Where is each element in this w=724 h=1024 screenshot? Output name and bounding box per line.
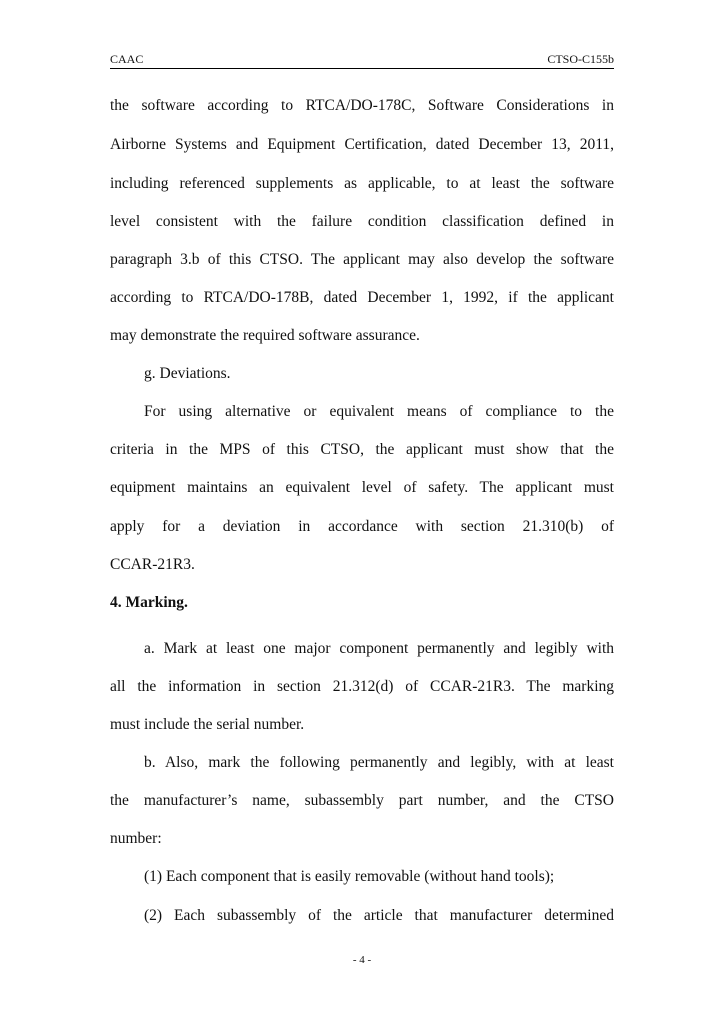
body-line: including referenced supplements as applicable, to at least the software [110,175,614,192]
body-line: number: [110,830,162,847]
page-header [110,52,614,69]
body-line: apply for a deviation in accordance with section 21.310(b) of [110,518,614,535]
body-line: paragraph 3.b of this CTSO. The applicant may also develop the software [110,251,614,268]
body-line: CCAR-21R3. [110,556,195,573]
body-line: a. Mark at least one major component permanently and legibly with [144,640,614,657]
body-line: according to RTCA/DO-178B, dated December 1, 1992, if the applicant [110,289,614,306]
body-line: Airborne Systems and Equipment Certification, dated December 13, 2011, [110,136,614,153]
body-line: may demonstrate the required software assurance. [110,327,420,344]
body-line: all the information in section 21.312(d) of CCAR-21R3. The marking [110,678,614,695]
body-line: the software according to RTCA/DO-178C, Software Considerations in [110,97,614,114]
body-line: must include the serial number. [110,716,305,733]
list-item: (2) Each subassembly of the article that manufacturer determined [144,907,614,924]
header-doc-id: CTSO-C155b [547,52,614,66]
header-org: CAAC [110,52,144,66]
body-line: criteria in the MPS of this CTSO, the applicant must show that the [110,441,614,458]
body-line: level consistent with the failure condition classification defined in [110,213,614,230]
body-line: For using alternative or equivalent means of compliance to the [144,403,614,420]
body-line: equipment maintains an equivalent level of safety. The applicant must [110,479,614,496]
page-number: - 4 - [352,954,372,966]
section-heading: 4. Marking. [110,594,188,611]
body-line: b. Also, mark the following permanently and legibly, with at least [144,754,614,771]
list-item: (1) Each component that is easily removable (without hand tools); [144,868,555,885]
subsection-heading: g. Deviations. [144,365,231,382]
body-line: the manufacturer’s name, subassembly part number, and the CTSO [110,792,614,809]
